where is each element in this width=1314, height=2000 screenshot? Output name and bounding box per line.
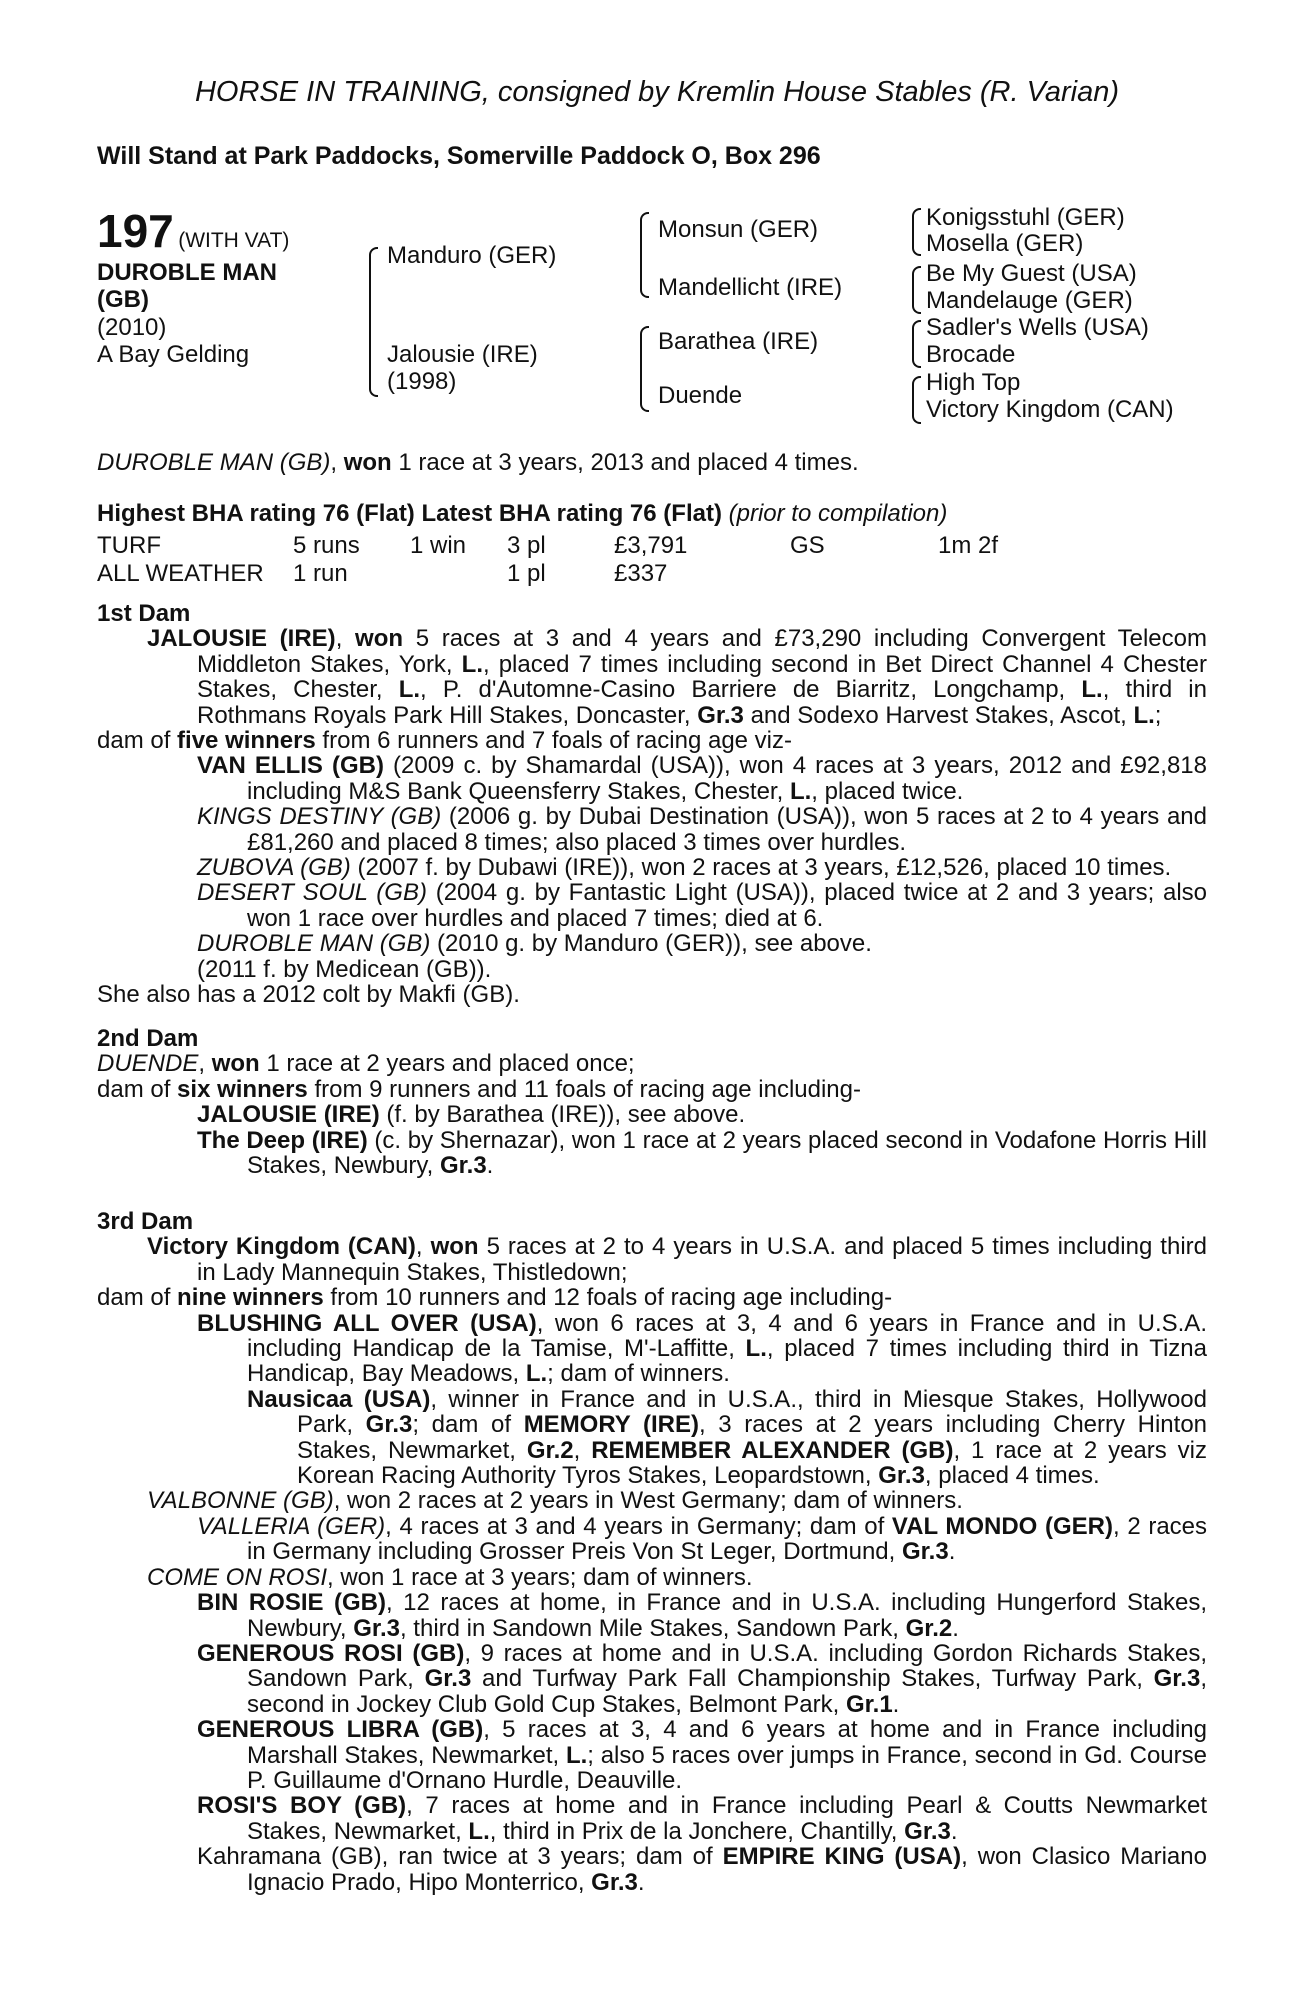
dam-produce-summary	[97, 1077, 1207, 1102]
text-run: ; also 5 races over jumps in France, second in Gd. Course P. Guillaume d'Ornano Hurdle, Deauville.	[247, 1741, 1207, 1794]
text-run: .	[948, 1538, 956, 1566]
text-run: Kahramana (GB), ran twice at 3 years; dam of	[197, 1843, 723, 1871]
table-row: TURF 5 runs 1 win 3 pl £3,791 GS 1m 2f	[97, 532, 999, 559]
text-run: , third in Prix de la Jonchere, Chantilly,	[489, 1817, 905, 1845]
text-run: Gr.1	[845, 1690, 893, 1718]
list-item	[97, 1565, 1207, 1590]
text-run: ,	[198, 1050, 212, 1078]
list-item	[97, 1590, 1207, 1641]
performance-table	[97, 532, 998, 588]
text-run: DUROBLE MAN (GB)	[97, 449, 331, 476]
dam-record	[97, 626, 1207, 728]
text-run: (prior to compilation)	[728, 500, 948, 527]
table-row: ALL WEATHER 1 run 1 pl £337	[97, 560, 668, 587]
text-run: , won 6 races at 3, 4 and 6 years in France and in U.S.A. including Handicap de la Tamise, M'-Laffitte,	[247, 1309, 1207, 1363]
horse-name-line2: (GB)	[97, 286, 149, 313]
list-item: (2011 f. by Medicean (GB)).	[197, 955, 492, 983]
text-run: DESERT SOUL (GB)	[197, 879, 427, 907]
text-run: and Turfway Park Fall Championship Stakes, Turfway Park,	[471, 1665, 1154, 1693]
dam-produce-summary	[97, 728, 1207, 753]
text-run: (2006 g. by Dubai Destination (USA)), won 5 races at 2 to 4 years and £81,260 and placed 8 times; also placed 3 times over hurdles.	[247, 803, 1207, 856]
sire-dam-dam: Mandelauge (GER)	[926, 287, 1133, 314]
text-run: , 5 races at 3, 4 and 6 years at home and in France including Marshall Stakes, Newmarket,	[247, 1716, 1208, 1769]
list-item	[97, 880, 1207, 931]
text-run: , P. d'Automne-Casino Barriere de Biarritz, Longchamp,	[420, 676, 1082, 704]
text-run: , placed 7 times including third in Tizna Handicap, Bay Meadows,	[247, 1335, 1208, 1388]
list-item	[97, 753, 1207, 804]
list-item	[97, 1514, 1207, 1565]
sire: Manduro (GER)	[387, 242, 557, 269]
text-run: nine winners	[177, 1284, 324, 1312]
dam-sire-sire: Sadler's Wells (USA)	[926, 314, 1149, 341]
list-item	[97, 1387, 1207, 1489]
text-run: L.	[565, 1741, 588, 1769]
text-run: BLUSHING ALL OVER (USA)	[197, 1309, 537, 1337]
text-run: , 12 races at home, in France and in U.S.A. including Hungerford Stakes, Newbury,	[247, 1589, 1208, 1642]
text-run: Gr.3	[591, 1868, 638, 1896]
text-run: , winner in France and in U.S.A., third in Miesque Stakes, Hollywood Park,	[297, 1385, 1207, 1439]
text-run: (2009 c. by Shamardal (USA)), won 4 races at 3 years, 2012 and £92,818 including M&S Bank Queensferry Stakes, Chester,	[247, 752, 1207, 805]
brace-3b	[912, 266, 921, 314]
text-run: GENEROUS ROSI (GB)	[197, 1639, 465, 1667]
text-run: , won 2 races at 2 years in West Germany; dam of winners.	[333, 1487, 963, 1515]
text-run: (c. by Shernazar), won 1 race at 2 years placed second in Vodafone Horris Hill Stakes, Newbury,	[247, 1126, 1207, 1180]
text-run: from 10 runners and 12 foals of racing age including-	[323, 1284, 893, 1312]
text-run: VAN ELLIS (GB)	[197, 752, 384, 780]
horse-name-line1: DUROBLE MAN	[97, 259, 277, 286]
list-item	[97, 804, 1207, 855]
text-run: DUENDE	[97, 1050, 199, 1078]
dam-line-brace	[640, 326, 649, 412]
text-run: L.	[1133, 701, 1155, 729]
list-item	[97, 1128, 1207, 1179]
text-run: dam of	[97, 1075, 178, 1103]
text-run: Gr.3	[697, 701, 744, 729]
sire-line-brace	[640, 212, 649, 298]
text-run: Gr.3	[439, 1152, 487, 1180]
text-run: L.	[398, 676, 421, 704]
text-run: GENEROUS LIBRA (GB)	[197, 1716, 484, 1744]
text-run: ZUBOVA (GB)	[197, 854, 351, 882]
sire-sire-dam: Mosella (GER)	[926, 230, 1084, 257]
vat-note: (WITH VAT)	[178, 229, 290, 252]
third-dam-section	[97, 1209, 1207, 1895]
stand-location: Will Stand at Park Paddocks, Somerville Paddock O, Box 296	[97, 142, 821, 170]
brace-3d	[912, 376, 921, 424]
text-run: Gr.3	[1153, 1665, 1201, 1693]
text-run: .	[637, 1868, 645, 1896]
text-run: (2007 f. by Dubawi (IRE)), won 2 races at 3 years, £12,526, placed 10 times.	[350, 854, 1172, 882]
text-run: .	[952, 1614, 959, 1642]
sire-sire-sire: Konigsstuhl (GER)	[926, 204, 1125, 231]
text-run: L.	[789, 777, 812, 805]
text-run: from 9 runners and 11 foals of racing age including-	[307, 1075, 861, 1103]
list-item	[97, 1641, 1207, 1717]
text-run: , placed 7 times including second in Bet Direct Channel 4 Chester Stakes, Chester,	[197, 650, 1207, 704]
dam-sire: Barathea (IRE)	[658, 328, 819, 355]
text-run: (2004 g. by Fantastic Light (USA)), placed twice at 2 and 3 years; also won 1 race over hurdles and placed 7 times; died at 6.	[247, 879, 1207, 932]
text-run: six winners	[177, 1075, 308, 1103]
text-run: won	[430, 1233, 479, 1261]
lot-heading	[97, 204, 289, 258]
brace-3a	[912, 208, 921, 256]
dam-dam: Duende	[658, 382, 743, 409]
text-run: L.	[461, 650, 483, 678]
text-run: , 4 races at 3 and 4 years in Germany; dam of	[385, 1512, 892, 1540]
brace-3c	[912, 320, 921, 368]
section-heading: 1st Dam	[97, 600, 191, 627]
text-run: .	[950, 1817, 958, 1845]
text-run: won	[211, 1050, 260, 1078]
section-heading: 3rd Dam	[97, 1208, 194, 1235]
dam-sire-dam: Brocade	[926, 341, 1016, 368]
text-run: .	[892, 1690, 900, 1718]
text-run: MEMORY (IRE)	[523, 1411, 699, 1439]
list-item	[97, 1793, 1207, 1844]
sire-dam: Mandellicht (IRE)	[658, 274, 843, 301]
text-run: , 1 race at 2 years viz Korean Racing Authority Tyros Stakes, Leopardstown,	[297, 1436, 1208, 1490]
text-run: , placed 4 times.	[924, 1462, 1100, 1490]
text-run: (f. by Barathea (IRE)), see above.	[379, 1101, 746, 1129]
list-item	[97, 855, 1207, 880]
text-run: won	[343, 449, 392, 476]
text-run: ;	[1154, 701, 1162, 729]
text-run: dam of	[97, 727, 178, 755]
text-run: EMPIRE KING (USA)	[722, 1843, 962, 1871]
sire-dam-sire: Be My Guest (USA)	[926, 260, 1137, 287]
text-run: from 6 runners and 7 foals of racing age viz-	[315, 727, 793, 755]
text-run: Nausicaa (USA)	[247, 1385, 431, 1413]
text-run: ,	[335, 625, 356, 653]
text-run: ; dam of winners.	[547, 1360, 730, 1388]
text-run: 5 races at 2 to 4 years in U.S.A. and placed 5 times including third in Lady Mannequin Stakes, Thistledown;	[197, 1233, 1207, 1286]
text-run: ROSI'S BOY (GB)	[197, 1792, 407, 1820]
text-run: Victory Kingdom (CAN)	[147, 1233, 416, 1261]
dam-record	[97, 1051, 1207, 1076]
lot-number: 197	[97, 205, 174, 257]
text-run: , won 1 race at 3 years; dam of winners.	[327, 1563, 753, 1591]
text-run: L.	[1081, 676, 1103, 704]
text-run: BIN ROSIE (GB)	[197, 1589, 386, 1617]
dam-dam-dam: Victory Kingdom (CAN)	[926, 396, 1174, 423]
text-run: , 3 races at 2 years including Cherry Hinton Stakes, Newmarket,	[297, 1411, 1208, 1464]
text-run: VAL MONDO (GER)	[891, 1512, 1113, 1540]
text-run: Gr.2	[905, 1614, 953, 1642]
text-run: ,	[415, 1233, 431, 1261]
first-dam-section	[97, 601, 1207, 1008]
text-run: ; dam of	[412, 1411, 524, 1439]
list-item	[97, 1311, 1207, 1387]
text-run: JALOUSIE (IRE)	[197, 1101, 380, 1129]
text-run: dam of	[97, 1284, 178, 1312]
text-run: L.	[468, 1817, 490, 1845]
horse-description: A Bay Gelding	[97, 341, 250, 368]
text-run: Gr.3	[904, 1817, 951, 1845]
pedigree-brace	[369, 247, 378, 397]
text-run: , third in Rothmans Royals Park Hill Stakes, Doncaster,	[197, 676, 1207, 729]
also-note: She also has a 2012 colt by Makfi (GB).	[97, 981, 520, 1009]
text-run: Gr.3	[878, 1462, 925, 1490]
text-run: five winners	[177, 727, 316, 755]
text-run: won	[355, 625, 404, 653]
race-summary: DUROBLE MAN (GB), won 1 race at 3 years, 2013 and placed 4 times.	[97, 449, 859, 476]
list-item	[97, 1717, 1207, 1793]
list-item	[97, 1844, 1207, 1895]
dam-year: (1998)	[387, 368, 457, 395]
text-run: 1 race at 3 years, 2013 and placed 4 times.	[391, 449, 859, 476]
text-run: L.	[745, 1335, 767, 1363]
text-run: Gr.3	[353, 1614, 400, 1642]
dam-produce-summary	[97, 1285, 1207, 1310]
bha-rating	[97, 500, 947, 527]
text-run: L.	[525, 1360, 548, 1388]
dam-record	[97, 1234, 1207, 1285]
text-run: , 2 races in Germany including Grosser Preis Von St Leger, Dortmund,	[247, 1512, 1208, 1566]
text-run: .	[486, 1152, 494, 1180]
text-run: Highest BHA rating 76 (Flat) Latest BHA rating 76 (Flat)	[97, 500, 722, 527]
text-run: 5 races at 3 and 4 years and £73,290 including Convergent Telecom Middleton Stakes, York,	[197, 625, 1207, 678]
text-run: , 9 races at home and in U.S.A. including Gordon Richards Stakes, Sandown Park,	[247, 1639, 1207, 1693]
text-run: , 7 races at home and in France including Pearl & Coutts Newmarket Stakes, Newmarket,	[247, 1792, 1207, 1845]
text-run: JALOUSIE (IRE)	[147, 625, 336, 653]
text-run: COME ON ROSI	[147, 1563, 328, 1591]
text-run: VALLERIA (GER)	[197, 1512, 386, 1540]
text-run: Gr.3	[365, 1411, 413, 1439]
text-run: (2010 g. by Manduro (GER)), see above.	[430, 930, 872, 958]
list-item	[97, 1102, 1207, 1127]
text-run: Gr.3	[901, 1538, 949, 1566]
second-dam-section	[97, 1026, 1207, 1178]
sire-sire: Monsun (GER)	[658, 216, 819, 243]
foaling-year: (2010)	[97, 314, 167, 341]
text-run: , won Clasico Mariano Ignacio Prado, Hipo Monterrico,	[247, 1843, 1207, 1896]
text-run: DUROBLE MAN (GB)	[197, 930, 431, 958]
section-heading: 2nd Dam	[97, 1025, 199, 1052]
text-run: ,	[573, 1436, 592, 1464]
text-run: , third in Sandown Mile Stakes, Sandown Park,	[399, 1614, 906, 1642]
page-title: HORSE IN TRAINING, consigned by Kremlin House Stables (R. Varian)	[194, 76, 1120, 108]
text-run: , placed twice.	[811, 777, 964, 805]
text-run: The Deep (IRE)	[197, 1126, 368, 1154]
text-run: VALBONNE (GB)	[147, 1487, 334, 1515]
list-item	[97, 1488, 1207, 1513]
text-run: REMEMBER ALEXANDER (GB)	[591, 1436, 954, 1464]
list-item	[97, 931, 1207, 956]
text-run: Gr.3	[424, 1665, 472, 1693]
text-run: Gr.2	[526, 1436, 574, 1464]
dam: Jalousie (IRE)	[387, 341, 538, 368]
text-run: KINGS DESTINY (GB)	[197, 803, 442, 831]
text-run: and Sodexo Harvest Stakes, Ascot,	[743, 701, 1134, 729]
text-run: , second in Jockey Club Gold Cup Stakes, Belmont Park,	[247, 1665, 1207, 1718]
text-run: 1 race at 2 years and placed once;	[259, 1050, 635, 1078]
dam-dam-sire: High Top	[926, 369, 1021, 396]
